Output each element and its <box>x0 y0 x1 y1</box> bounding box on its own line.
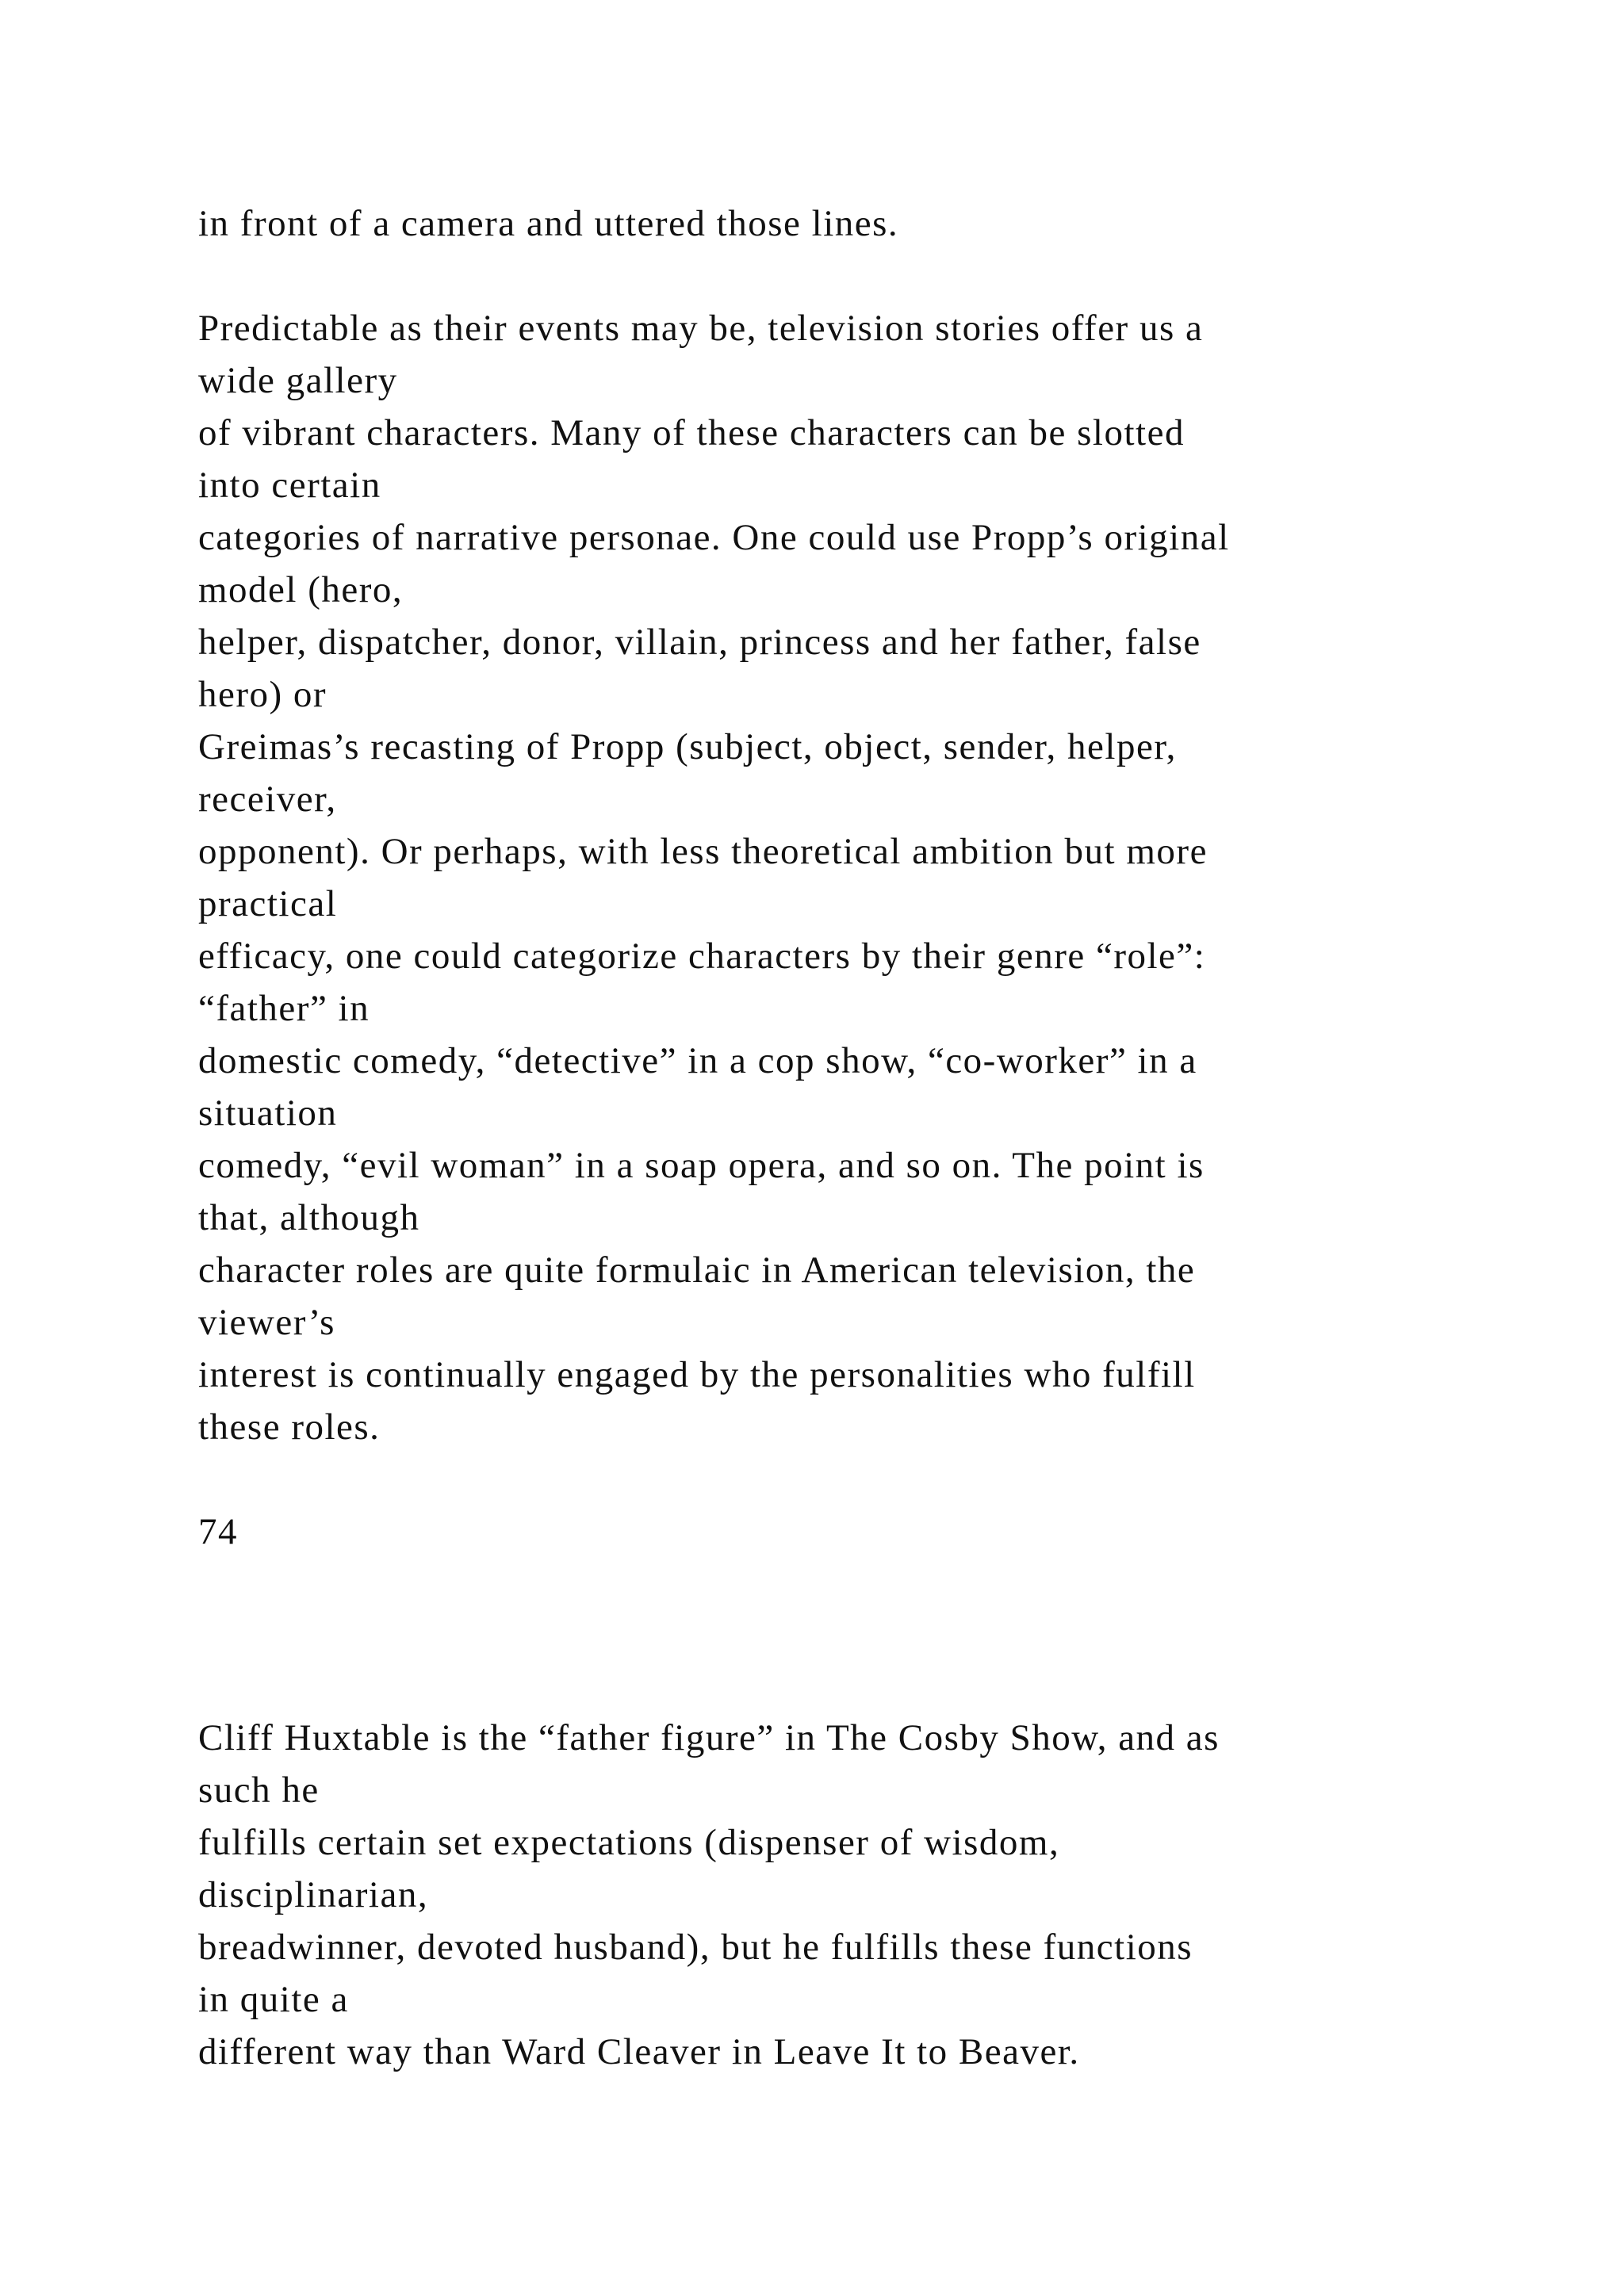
text-line: opponent). Or perhaps, with less theoretical ambition but more <box>198 831 1208 872</box>
text-line: breadwinner, devoted husband), but he fulfills these functions <box>198 1927 1193 1968</box>
text-line: Greimas’s recasting of Propp (subject, object, sender, helper, <box>198 726 1177 767</box>
text-line: efficacy, one could categorize characters by their genre “role”: <box>198 936 1206 977</box>
text-line: hero) or <box>198 674 327 715</box>
text-line: in front of a camera and uttered those lines. <box>198 203 899 244</box>
text-line: interest is continually engaged by the personalities who fulfill <box>198 1354 1196 1395</box>
text-line: into certain <box>198 465 381 506</box>
page-number: 74 <box>198 1511 238 1552</box>
text-line: “father” in <box>198 988 370 1029</box>
text-line: wide gallery <box>198 360 398 401</box>
text-line: model (hero, <box>198 569 404 610</box>
text-line: such he <box>198 1770 320 1811</box>
text-line: disciplinarian, <box>198 1874 429 1915</box>
text-line: Cliff Huxtable is the “father figure” in The Cosby Show, and as <box>198 1717 1220 1758</box>
text-line: character roles are quite formulaic in American television, the <box>198 1249 1196 1291</box>
text-line: of vibrant characters. Many of these characters can be slotted <box>198 412 1185 453</box>
text-line: situation <box>198 1093 338 1134</box>
text-line: in quite a <box>198 1979 349 2020</box>
text-line: viewer’s <box>198 1302 335 1343</box>
text-line: helper, dispatcher, donor, villain, princess and her father, false <box>198 622 1201 663</box>
text-line: Predictable as their events may be, television stories offer us a <box>198 308 1204 349</box>
text-line: practical <box>198 883 338 924</box>
text-line: receiver, <box>198 779 337 820</box>
text-line: domestic comedy, “detective” in a cop show, “co-worker” in a <box>198 1040 1197 1081</box>
text-line: these roles. <box>198 1406 381 1448</box>
text-line: fulfills certain set expectations (dispenser of wisdom, <box>198 1822 1060 1863</box>
text-line: that, although <box>198 1197 420 1238</box>
text-line: categories of narrative personae. One could use Propp’s original <box>198 517 1230 558</box>
text-line: different way than Ward Cleaver in Leave It to Beaver. <box>198 2031 1080 2072</box>
text-line: comedy, “evil woman” in a soap opera, and so on. The point is <box>198 1145 1205 1186</box>
